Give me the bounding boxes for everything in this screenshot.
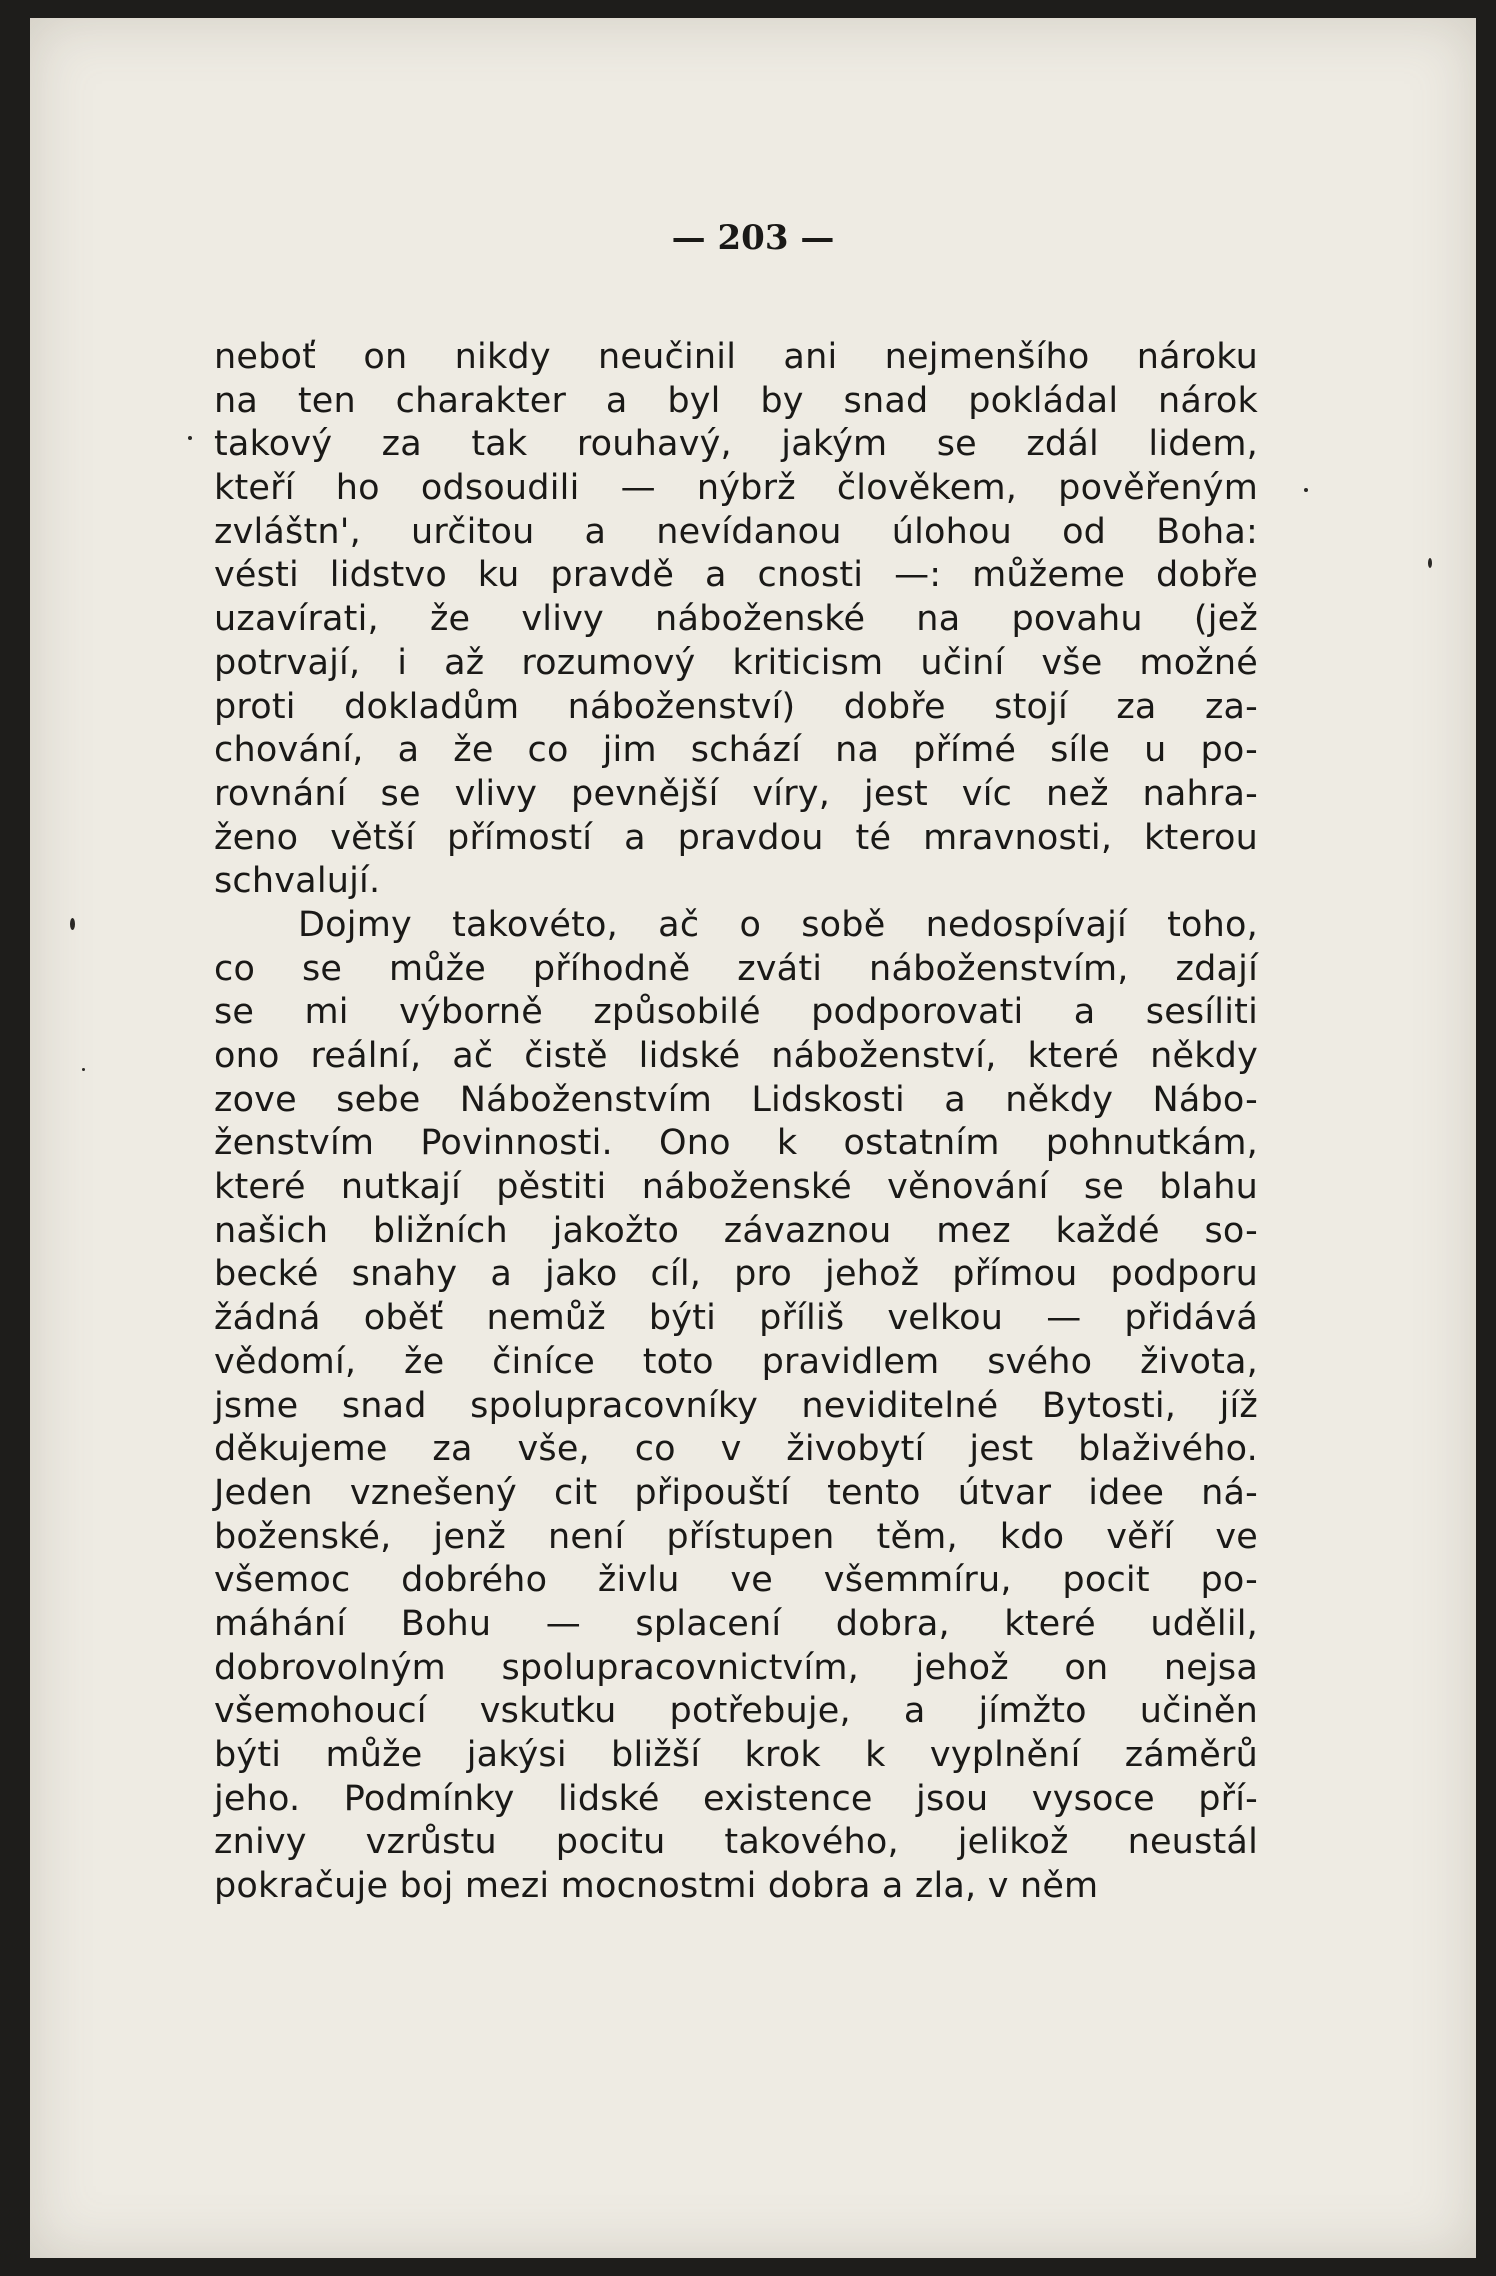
text-line: co se může příhodně zváti náboženstvím, zdají [214,948,1258,989]
text-line: vědomí, že činíce toto pravidlem svého života, [214,1341,1258,1382]
text-line: které nutkají pěstiti náboženské věnování se blahu [214,1167,1258,1208]
text-line: žádná oběť nemůž býti příliš velkou — přidává [214,1298,1258,1339]
text-line: pokračuje boj mezi mocnostmi dobra a zla, v něm [214,1866,1099,1907]
text-line: ženstvím Povinnosti. Ono k ostatním pohnutkám, [214,1123,1258,1164]
page-number: — 203 — [671,218,835,258]
text-line: kteří ho odsoudili — nýbrž člověkem, pověřeným [214,468,1258,509]
text-line: všemoc dobrého živlu ve všemmíru, pocit po- [214,1560,1258,1601]
speck [188,436,192,440]
speck [82,1068,85,1071]
text-line: vésti lidstvo ku pravdě a cnosti —: můžeme dobře [214,555,1258,596]
text-line: ono reální, ač čistě lidské náboženství, které někdy [214,1036,1258,1076]
text-line: becké snahy a jako cíl, pro jehož přímou podporu [214,1254,1258,1295]
text-line: děkujeme za vše, co v živobytí jest blaživého. [214,1429,1258,1470]
paragraph-start-line: Dojmy takovéto, ač o sobě nedospívají toho, [298,904,1258,945]
text-line: chování, a že co jim schází na přímé síle u po- [214,730,1258,771]
text-line: zove sebe Náboženstvím Lidskosti a někdy Nábo- [214,1079,1258,1120]
text-line: všemohoucí vskutku potřebuje, a jímžto učiněn [214,1691,1258,1732]
text-line: našich bližních jakožto závaznou mez každé so- [214,1210,1258,1251]
text-line: ženo větší přímostí a pravdou té mravnosti, kterou [214,817,1258,858]
text-line: býti může jakýsi bližší krok k vyplnění záměrů [214,1735,1258,1775]
text-line: proti dokladům náboženství) dobře stojí za za- [214,686,1258,727]
text-line: na ten charakter a byl by snad pokládal nárok [214,380,1258,421]
text-line: rovnání se vlivy pevnější víry, jest víc než nahra- [214,773,1258,814]
text-line: znivy vzrůstu pocitu takového, jelikož neustál [214,1822,1258,1863]
speck [1304,488,1308,492]
book-page [30,18,1476,2258]
text-line: jsme snad spolupracovníky neviditelné Bytosti, jíž [214,1385,1258,1426]
speck [70,918,75,930]
text-line: potrvají, i až rozumový kriticism učiní vše možné [214,642,1258,683]
text-line: máhání Bohu — splacení dobra, které udělil, [214,1603,1258,1644]
text-line: boženské, jenž není přístupen těm, kdo věří ve [214,1516,1258,1557]
text-line: Jeden vznešený cit připouští tento útvar idee ná- [214,1472,1258,1513]
text-line: uzavírati, že vlivy náboženské na povahu (jež [214,599,1258,640]
body-text [214,336,1258,1909]
text-line: dobrovolným spolupracovnictvím, jehož on nejsa [214,1647,1258,1688]
speck [1428,558,1432,568]
text-line: se mi výborně způsobilé podporovati a sesíliti [214,992,1258,1033]
text-line: schvalují. [214,861,381,902]
text-line: neboť on nikdy neučinil ani nejmenšího nároku [214,337,1258,377]
text-line: takový za tak rouhavý, jakým se zdál lidem, [214,424,1258,465]
text-line: jeho. Podmínky lidské existence jsou vysoce pří- [214,1778,1258,1819]
text-line: zvláštn', určitou a nevídanou úlohou od Boha: [214,511,1258,552]
